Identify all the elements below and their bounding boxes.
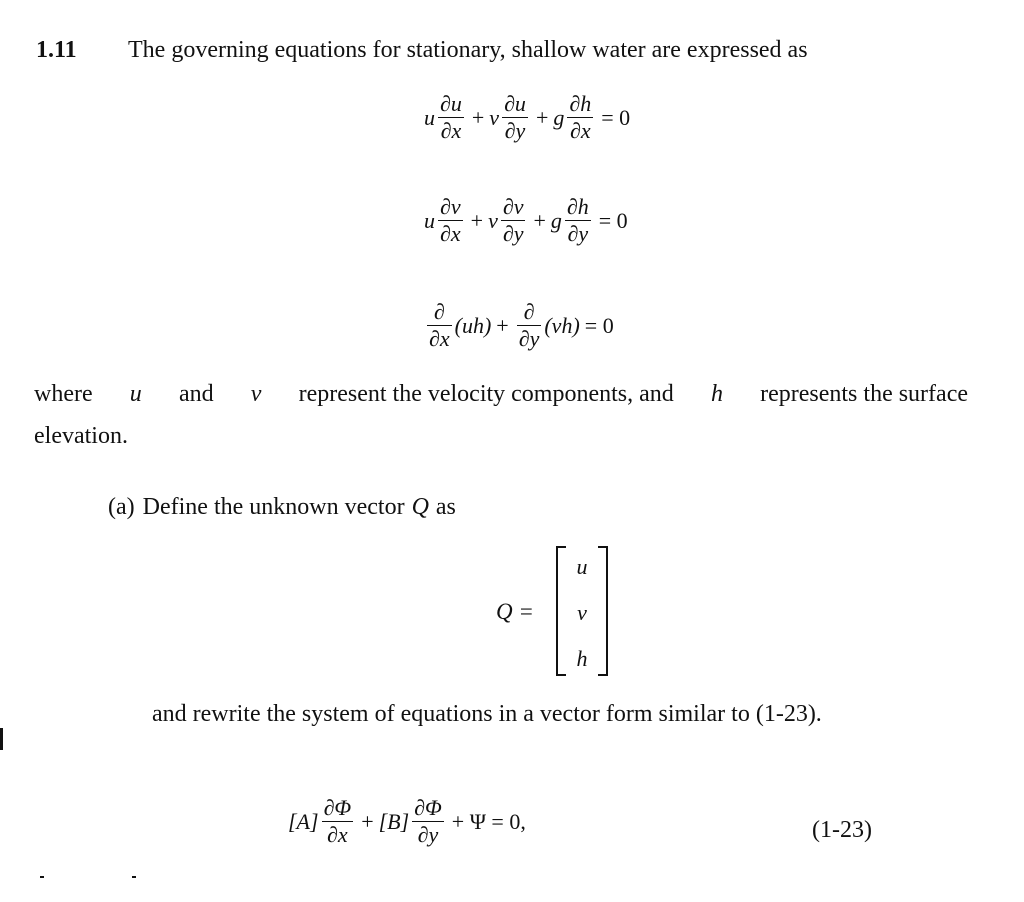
vector-q-symbol: Q bbox=[411, 494, 429, 520]
vector-q-lhs: Q = bbox=[496, 599, 534, 624]
reference-equation bbox=[288, 796, 531, 847]
part-a-instruction: and rewrite the system of equations in a vector form similar to (1-23). bbox=[152, 701, 822, 727]
variable-h: h bbox=[710, 381, 723, 407]
eq1-rhs: = 0 bbox=[601, 104, 631, 130]
eq3-f2-num: ∂ bbox=[523, 299, 535, 324]
eq2-term1-fraction bbox=[438, 195, 463, 246]
ref-f2-den: ∂y bbox=[417, 822, 439, 848]
vector-q-matrix bbox=[556, 546, 608, 676]
eq1-term3-fraction bbox=[567, 92, 593, 143]
ref-op1: + bbox=[361, 808, 374, 834]
eq2-term3-den: ∂y bbox=[567, 221, 589, 247]
eq1-term2-den: ∂y bbox=[504, 118, 526, 144]
eq1-term3-num: ∂h bbox=[569, 91, 592, 116]
eq2-op1: + bbox=[470, 207, 484, 233]
eq1-term1-fraction bbox=[438, 92, 464, 143]
ref-f2-num: ∂Φ bbox=[414, 795, 442, 820]
eq2-term2-coef: v bbox=[488, 207, 498, 233]
eq2-term3-num: ∂h bbox=[566, 194, 589, 219]
vector-entry-h: h bbox=[576, 646, 588, 671]
part-a-statement bbox=[108, 493, 456, 521]
explanation-surface-text: represents the surface bbox=[760, 381, 968, 407]
speck-1 bbox=[40, 876, 44, 878]
equation-2 bbox=[424, 195, 633, 246]
eq1-term2-fraction bbox=[502, 92, 528, 143]
equation-3 bbox=[424, 300, 619, 351]
eq3-f1-num: ∂ bbox=[433, 299, 445, 324]
vector-entry-v: v bbox=[577, 600, 587, 625]
eq2-term1-coef: u bbox=[424, 207, 435, 233]
eq1-term1-num: ∂u bbox=[440, 91, 462, 116]
margin-mark bbox=[0, 728, 3, 750]
speck-2 bbox=[132, 876, 136, 878]
ref-f1-num: ∂Φ bbox=[323, 795, 352, 820]
part-a-as: as bbox=[435, 494, 456, 520]
eq3-f1-den: ∂x bbox=[429, 326, 450, 352]
variable-u: u bbox=[129, 381, 142, 407]
equation-label: (1-23) bbox=[812, 817, 872, 843]
problem-number: 1.11 bbox=[36, 37, 77, 63]
problem-statement: The governing equations for stationary, shallow water are expressed as bbox=[128, 37, 808, 63]
eq3-f1-arg: (uh) bbox=[454, 312, 492, 338]
eq2-term2-num: ∂v bbox=[502, 194, 524, 219]
variable-v: v bbox=[250, 381, 262, 407]
eq1-term2-coef: v bbox=[489, 104, 500, 130]
part-a-text: Define the unknown vector bbox=[142, 494, 405, 520]
ref-fraction-1 bbox=[322, 796, 354, 847]
ref-f1-den: ∂x bbox=[327, 822, 348, 848]
eq1-term1-coef: u bbox=[424, 104, 435, 130]
eq2-term3-coef: g bbox=[550, 207, 562, 233]
eq1-op1: + bbox=[471, 104, 485, 130]
eq3-op1: + bbox=[496, 312, 509, 338]
eq3-rhs: = 0 bbox=[584, 312, 614, 338]
matrix-b: [B] bbox=[378, 808, 410, 834]
eq2-term1-den: ∂x bbox=[440, 221, 461, 247]
equation-1 bbox=[424, 92, 635, 143]
eq1-term3-den: ∂x bbox=[569, 118, 591, 144]
eq2-term1-num: ∂v bbox=[440, 194, 461, 219]
eq2-op2: + bbox=[533, 207, 546, 233]
explanation-line-2: elevation. bbox=[34, 423, 128, 449]
eq2-term3-fraction bbox=[565, 195, 591, 246]
explanation-line-1 bbox=[34, 380, 968, 408]
eq3-f2-den: ∂y bbox=[518, 326, 540, 352]
explanation-velocity-text: represent the velocity components, and bbox=[298, 381, 674, 407]
eq3-fraction-2 bbox=[517, 300, 542, 351]
eq3-fraction-1 bbox=[427, 300, 452, 351]
eq3-f2-arg: (vh) bbox=[544, 312, 580, 338]
vector-entry-u: u bbox=[576, 554, 588, 579]
ref-fraction-2 bbox=[412, 796, 444, 847]
explanation-word-and: and bbox=[178, 381, 214, 407]
eq1-term1-den: ∂x bbox=[440, 118, 462, 144]
eq1-term2-num: ∂u bbox=[504, 91, 526, 116]
eq1-term3-coef: g bbox=[553, 104, 565, 130]
explanation-word-where: where bbox=[34, 381, 93, 407]
eq2-term2-den: ∂y bbox=[502, 221, 524, 247]
eq2-rhs: = 0 bbox=[598, 207, 628, 233]
ref-tail: + Ψ = 0, bbox=[451, 808, 526, 834]
eq1-op2: + bbox=[535, 104, 549, 130]
matrix-a: [A] bbox=[288, 808, 319, 834]
part-a-label: (a) bbox=[108, 494, 135, 520]
eq2-term2-fraction bbox=[501, 195, 526, 246]
